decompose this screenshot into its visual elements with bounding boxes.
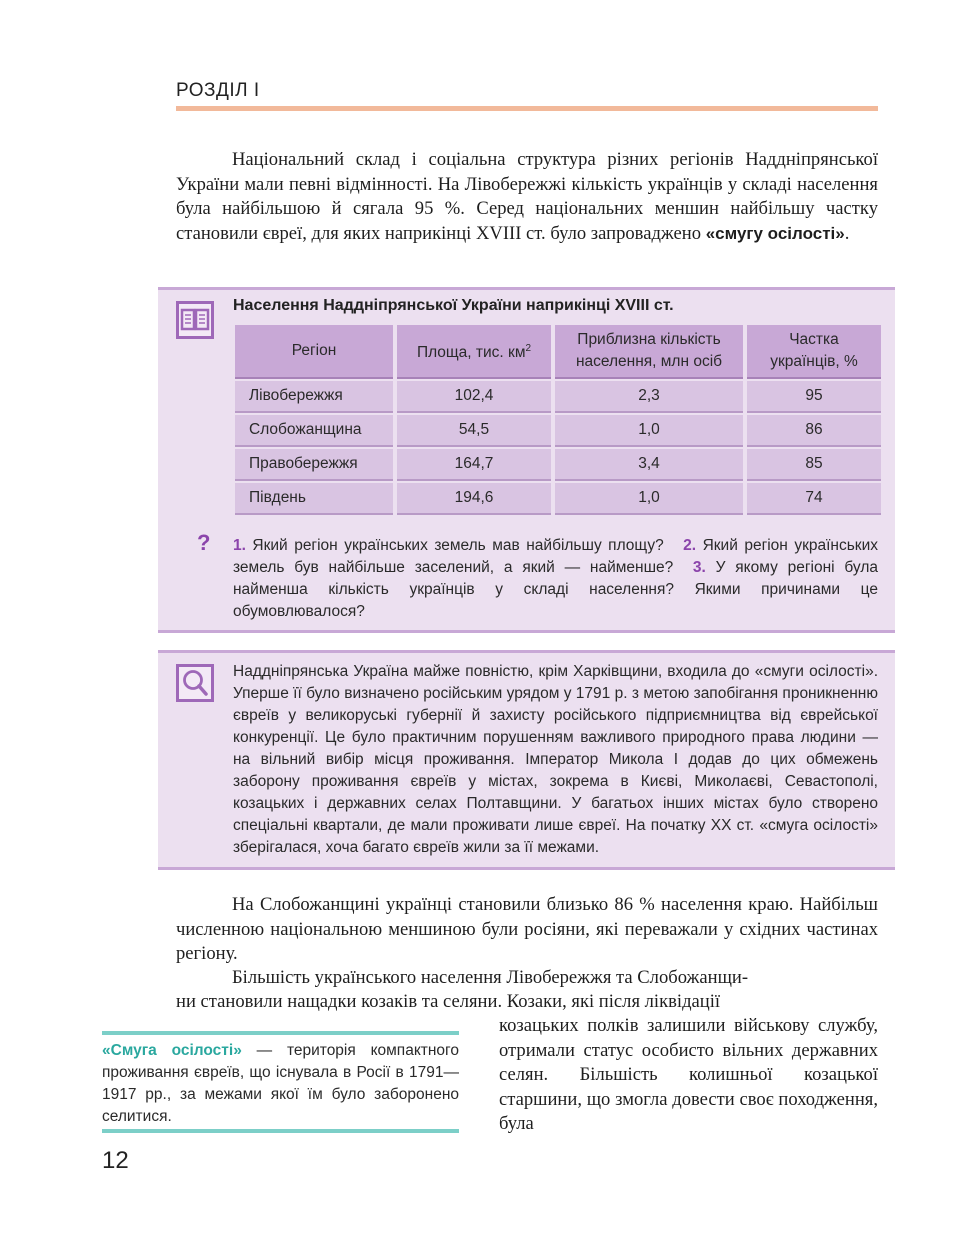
- cell-population: 1,0: [555, 415, 743, 445]
- cell-share: 86: [747, 415, 881, 445]
- question-mark-icon: ?: [197, 530, 211, 555]
- definition-top-rule: [102, 1031, 459, 1035]
- table-header-row: [235, 325, 881, 377]
- table-row: [235, 483, 881, 513]
- question-text: Який регіон українських земель мав найбільшу площу?: [252, 537, 664, 554]
- paragraph-slobozhanshchyna: На Слобожанщині українці становили близько 86 % населення краю. Найбільш численною національною меншиною були росіяни, які переважали у східних частинах регіону.: [176, 894, 878, 964]
- question-text: Який регіон українських земель був найбільше заселений, а який — найменше?: [233, 537, 878, 576]
- definition-bottom-rule: [102, 1129, 459, 1133]
- cell-population: 3,4: [555, 449, 743, 479]
- table-title: Населення Наддніпрянської України наприкінці XVIII ст.: [233, 297, 674, 314]
- header-population: Приблизна кількість населення, млн осіб: [555, 325, 743, 377]
- paragraph-cossacks: козацьких полків залишили військову службу, отримали статус особисто вільних державних селян. Більшість колишньої козацької старшини, що змогла довести своє походження, була: [499, 1015, 878, 1134]
- term-pale: «смугу осілості»: [705, 223, 845, 243]
- header-region: Регіон: [235, 325, 393, 377]
- header-share: Частка українців, %: [747, 325, 881, 377]
- question-number: 1.: [233, 537, 246, 554]
- table-row: [235, 415, 881, 445]
- section-header: РОЗДІЛ І: [176, 80, 260, 101]
- cell-share: 74: [747, 483, 881, 513]
- definition-term: «Смуга осілості»: [102, 1042, 242, 1059]
- cell-share: 95: [747, 381, 881, 411]
- questions: [233, 535, 878, 623]
- cell-region: Слобожанщина: [235, 415, 393, 445]
- table-row: [235, 449, 881, 479]
- paragraph-line: Більшість українського населення Лівобережжя та Слобожанщи-: [232, 967, 749, 988]
- header-rule: [176, 106, 878, 111]
- question-number: 2.: [683, 537, 697, 554]
- population-table: [231, 321, 885, 517]
- cell-area: 54,5: [397, 415, 551, 445]
- definition: «Смуга осілості» — територія компактного проживання євреїв, що існувала в Росії в 1791—1917 рр., за межами якої їм було заборонено селитися.: [102, 1042, 459, 1125]
- book-icon: [176, 301, 214, 339]
- cell-area: 194,6: [397, 483, 551, 513]
- cell-population: 1,0: [555, 483, 743, 513]
- cell-population: 2,3: [555, 381, 743, 411]
- cell-area: 164,7: [397, 449, 551, 479]
- header-area: Площа, тис. $км^2$: [397, 325, 551, 377]
- cell-region: Лівобережжя: [235, 381, 393, 411]
- page-number: 12: [102, 1147, 129, 1174]
- magnifier-icon: [176, 664, 214, 702]
- cell-area: 102,4: [397, 381, 551, 411]
- cell-share: 85: [747, 449, 881, 479]
- paragraph-line: ни становили нащадки козаків та селяни. Козаки, які після ліквідації: [176, 991, 721, 1012]
- question-text: У якому регіоні була найменша кількість українців у складі населення? Якими причинами це обумовлювалося?: [233, 559, 879, 620]
- question-number: 3.: [692, 559, 706, 576]
- cell-region: Південь: [235, 483, 393, 513]
- info-text: Наддніпрянська Україна майже повністю, крім Харківщини, входила до «смуги осілості». Уперше її було визначено російським урядом у 1791 р. з метою запобігання проникненню євреїв у великоруські губернії й захисту російського підприємництва від єврейської конкуренції. Це було практичним порушенням важливого природного права людини — на вільний вибір місця проживання. Імператор Микола І додав до цих обмежень заборону проживання євреїв у містах, зокрема в Києві, Миколаєві, Севастополі, козацьких і державних селах Полтавщини. У багатьох інших містах було створено спеціальні квартали, де мали проживати лише євреї. На початку XX ст. «смуга осілості» зберігалася, хоча багато євреїв жили за її межами.: [233, 663, 878, 856]
- intro-paragraph: Національний склад і соціальна структура різних регіонів Наддніпрянської України мали певні відмінності. На Лівобережжі кількість українців у складі населення була найбільшою й сягала 95 %. Серед національних меншин найбільшу частку становили євреї, для яких наприкінці XVIII ст. було запроваджено «смугу осілості».: [176, 149, 878, 244]
- table-row: [235, 381, 881, 411]
- cell-region: Правобережжя: [235, 449, 393, 479]
